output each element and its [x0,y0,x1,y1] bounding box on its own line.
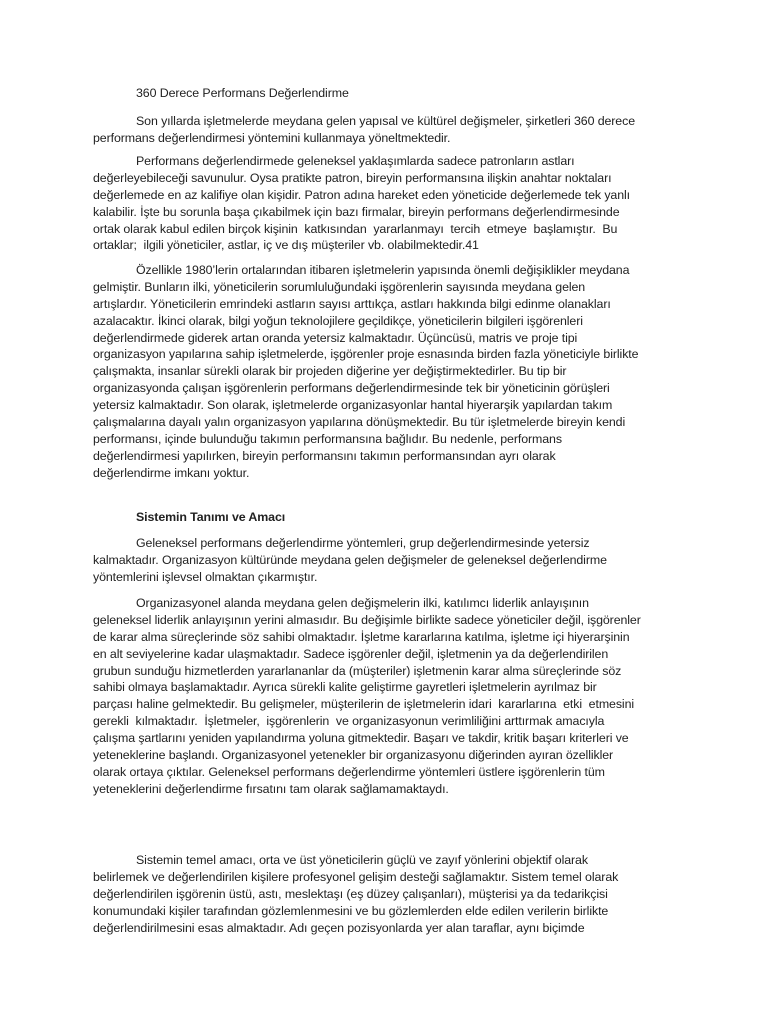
paragraph-line: Özellikle 1980’lerin ortalarından itibaren işletmelerin yapısında önemli değişiklikler meydana [136,263,630,277]
paragraph-line: ortak olarak kabul edilen birçok kişinin katkısından yararlanmayı tercih etmeye başlamıştır. Bu [93,221,618,236]
paragraph-line: olarak ortaya çıktılar. Geleneksel performans değerlendirme yöntemleri üstlere işgörenlerin tüm [93,764,605,779]
paragraph-2 [93,153,683,254]
paragraph-line: Son yıllarda işletmelerde meydana gelen yapısal ve kültürel değişmeler, şirketleri 360 derece [136,114,635,128]
paragraph-line: değerlendirilmesini esas almaktadır. Adı geçen pozisyonlarda yer alan taraflar, aynı biçimde [93,920,585,935]
section-heading [93,509,683,526]
paragraph-line: kalabilir. İşte bu sorunla başa çıkabilmek için bazı firmalar, bireyin performans değerlendirmesinde [93,204,620,219]
paragraph-line: yeteneklerine başlandı. Organizasyonel yetenekler bir organizasyonu diğerinden ayıran özellikler [93,748,614,763]
paragraph-line: en alt seviyelerine kadar ulaşmaktadır. Sadece işgörenler değil, işletmenin ya da değerlendirilen [93,646,609,661]
paragraph-line: çalışmalarına dayalı yalın organizasyon yapılarına dönüşmektedir. Bu tür işletmelerde bireyin kendi [93,415,626,430]
paragraph-line: çalışma şartlarını yeniden yapılandırma yoluna gitmektedir. Başarı ve takdir, kritik başarı kriterleri ve [93,731,629,746]
paragraph-5 [93,595,683,798]
paragraph-line: geleneksel liderlik anlayışının yerini almasıdır. Bu değişimle birlikte sadece yöneticiler değil, işgörenler [93,612,641,627]
paragraph-line: değerlemede en az kalifiye olan kişidir. Patron adına hareket eden yöneticide değerlemede tek yanlı [93,187,631,202]
paragraph-line: parçası haline gelmektedir. Bu gelişmeler, müşterilerin de işletmelerin idari kararlarına etki etmesini [93,697,635,712]
paragraph-line: değerlendirmesi yapılırken, bireyin performansını takımın performansından ayrı olarak [93,448,556,463]
paragraph-line: gerekli kılmaktadır. İşletmeler, işgörenlerin ve organizasyonun verimliliğini arttırmak amacıyla [93,714,605,729]
paragraph-line: değerlendirilen işgörenin üstü, astı, meslektaşı (eş düzey çalışanları), müşterisi ya da tedarikçisi [93,886,608,901]
paragraph-line: gelmiştir. Bunların ilki, yöneticilerin sorumluluğundaki işgörenlerin sayısında meydana gelen [93,279,586,294]
paragraph-line: konumundaki kişiler tarafından gözlemlenmesini ve bu gözlemlerden elde edilen verilerin birlikte [93,903,609,918]
paragraph-line: organizasyon yapılarına sahip işletmelerde, işgörenler proje esnasında birden fazla yöneticiyle birlikte [93,347,639,362]
paragraph-line: değerlendirmede giderek artan oranda yetersiz kalmaktadır. Üçüncüsü, matris ve proje tipi [93,330,578,345]
paragraph-line: artışlardır. Yöneticilerin emrindeki astların sayısı arttıkça, astları hakkında bilgi edinme olanakları [93,296,611,311]
document-title [93,85,683,102]
paragraph-line: Sistemin temel amacı, orta ve üst yöneticilerin güçlü ve zayıf yönlerini objektif olarak [136,853,588,867]
paragraph-line: Performans değerlendirmede geleneksel yaklaşımlarda sadece patronların astları [136,154,575,168]
title-text: 360 Derece Performans Değerlendirme [136,86,349,100]
paragraph-line: sahibi olmaya başlamaktadır. Ayrıca sürekli kalite geliştirme gayretleri işletmelerin ayrılmaz bir [93,680,597,695]
paragraph-line: de karar alma süreçlerinde söz sahibi olmaktadır. İşletme kararlarına katılma, işletme içi hiyerarşinin [93,629,630,644]
paragraph-3 [93,262,683,482]
paragraph-line: azalacaktır. İkinci olarak, bilgi yoğun teknolojilere geçildikçe, yöneticilerin bilgileri işgörenleri [93,313,583,328]
heading-text: Sistemin Tanımı ve Amacı [136,510,286,524]
paragraph-line: organizasyonda çalışan işgörenlerin performans değerlendirmesinde tek bir yöneticinin görüşleri [93,381,610,396]
paragraph-line: belirlemek ve değerlendirilen kişilere profesyonel gelişim desteği sağlamaktır. Sistem temel olarak [93,869,619,884]
paragraph-line: yöntemlerini işlevsel olmaktan çıkarmıştır. [93,569,318,584]
paragraph-line: yeteneklerini değerlendirme fırsatını tam olarak sağlamamaktaydı. [93,781,449,796]
paragraph-line: ortaklar; ilgili yöneticiler, astlar, iç ve dış müşteriler vb. olabilmektedir.41 [93,238,479,253]
paragraph-line: yetersiz kalmaktadır. Son olarak, işletmelerde organizasyonlar hantal hiyerarşik yapılardan takım [93,398,613,413]
paragraph-6 [93,852,683,936]
paragraph-line: değerlendirme imkanı yoktur. [93,465,250,480]
paragraph-line: performans değerlendirmesi yöntemini kullanmaya yöneltmektedir. [93,130,451,145]
paragraph-1 [93,113,683,147]
paragraph-line: kalmaktadır. Organizasyon kültüründe meydana gelen değişmeler de geleneksel değerlendirme [93,552,607,567]
paragraph-line: grubun sunduğu hizmetlerden yararlananlar da (müşteriler) işletmenin karar alma süreçlerinde söz [93,663,622,678]
paragraph-line: Geleneksel performans değerlendirme yöntemleri, grup değerlendirmesinde yetersiz [136,536,590,550]
paragraph-line: değerleyebileceği savunulur. Oysa pratikte patron, bireyin performansına ilişkin anahtar noktaları [93,170,612,185]
paragraph-line: performansı, içinde bulunduğu takımın performansına bağlıdır. Bu nedenle, performans [93,431,562,446]
paragraph-4 [93,535,683,586]
paragraph-line: Organizasyonel alanda meydana gelen değişmelerin ilki, katılımcı liderlik anlayışının [136,596,589,610]
paragraph-line: çalışmakta, insanlar sürekli olarak bir projeden diğerine yer değiştirmektedirler. Bu tip bir [93,364,567,379]
